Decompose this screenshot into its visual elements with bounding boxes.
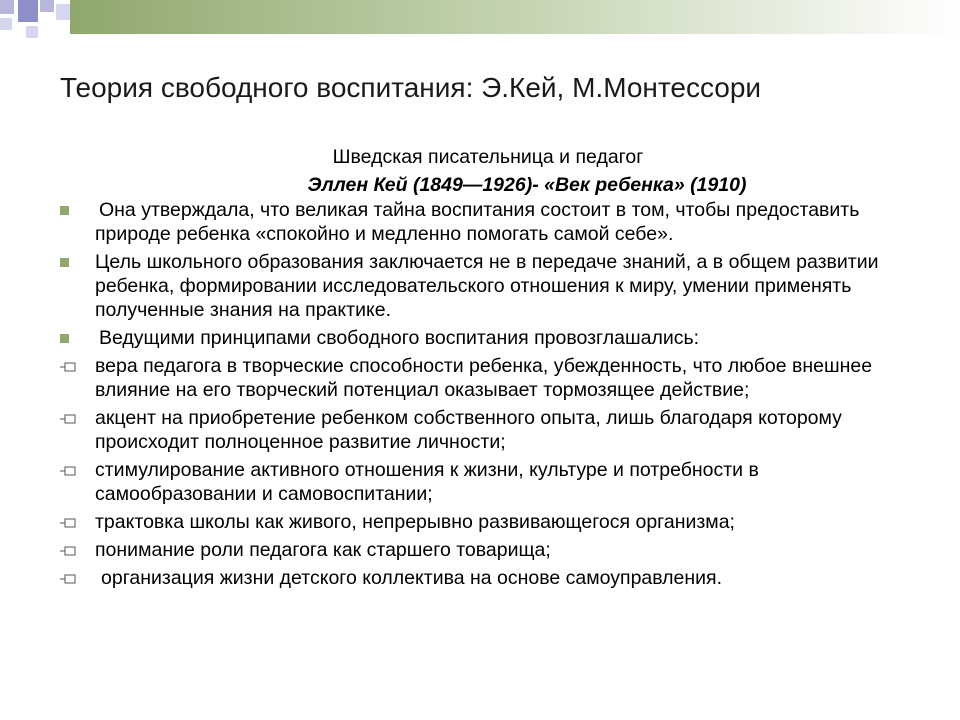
sub-bullet-icon: [58, 571, 78, 587]
list-item-text: стимулирование активного отношения к жизни, культуре и потребности в самообразовании и самовоспитании;: [95, 459, 759, 505]
bullet-list: [58, 198, 908, 594]
list-item: [58, 510, 908, 534]
subtitle-author-work: [47, 174, 960, 197]
list-item-text: трактовка школы как живого, непрерывно развивающегося организма;: [95, 511, 735, 533]
subtitle-book-title: «Век ребенка» (1910): [544, 174, 747, 196]
square-bullet-icon: [60, 258, 69, 267]
sub-bullet-icon: [58, 411, 78, 427]
list-item: [58, 458, 908, 506]
list-item-text: акцент на приобретение ребенком собственного опыта, лишь благодаря которому происходит полноценное развитие личности;: [95, 407, 842, 453]
square-bullet-icon: [60, 334, 69, 343]
list-item-text: Она утверждала, что великая тайна воспитания состоит в том, чтобы предоставить природе ребенка «спокойно и медленно помогать самой себе».: [95, 199, 860, 245]
list-item-text: Ведущими принципами свободного воспитания провозглашались:: [99, 327, 700, 349]
list-item: [58, 354, 908, 402]
list-item: [58, 406, 908, 454]
sub-bullet-icon: [58, 463, 78, 479]
sub-bullet-icon: [58, 543, 78, 559]
list-item-text: организация жизни детского коллектива на основе самоуправления.: [101, 567, 723, 589]
square-bullet-icon: [60, 206, 69, 215]
subtitle-author-role: Шведская писательница и педагог: [332, 146, 644, 168]
list-item: [58, 566, 908, 590]
sub-bullet-icon: [58, 515, 78, 531]
list-item-text: вера педагога в творческие способности ребенка, убежденность, что любое внешнее влияние на его творческий потенциал оказывает тормозящее действие;: [95, 355, 873, 401]
list-item-text: Цель школьного образования заключается не в передаче знаний, а в общем развитии ребенка, формировании исследовательского отношения к миру, умении применять полученные знания на практике.: [95, 251, 879, 321]
decorative-header-band: [0, 0, 960, 40]
list-item: [58, 250, 908, 322]
subtitle-author-name: Эллен Кей (1849—1926)-: [307, 174, 545, 196]
header-band-graphic: [0, 0, 960, 40]
sub-bullet-icon: [58, 359, 78, 375]
page-title: Теория свободного воспитания: Э.Кей, М.Монтессори: [60, 72, 762, 103]
list-item: [58, 198, 908, 246]
list-item: [58, 538, 908, 562]
list-item-text: понимание роли педагога как старшего товарища;: [95, 539, 551, 561]
list-item: [58, 326, 908, 350]
